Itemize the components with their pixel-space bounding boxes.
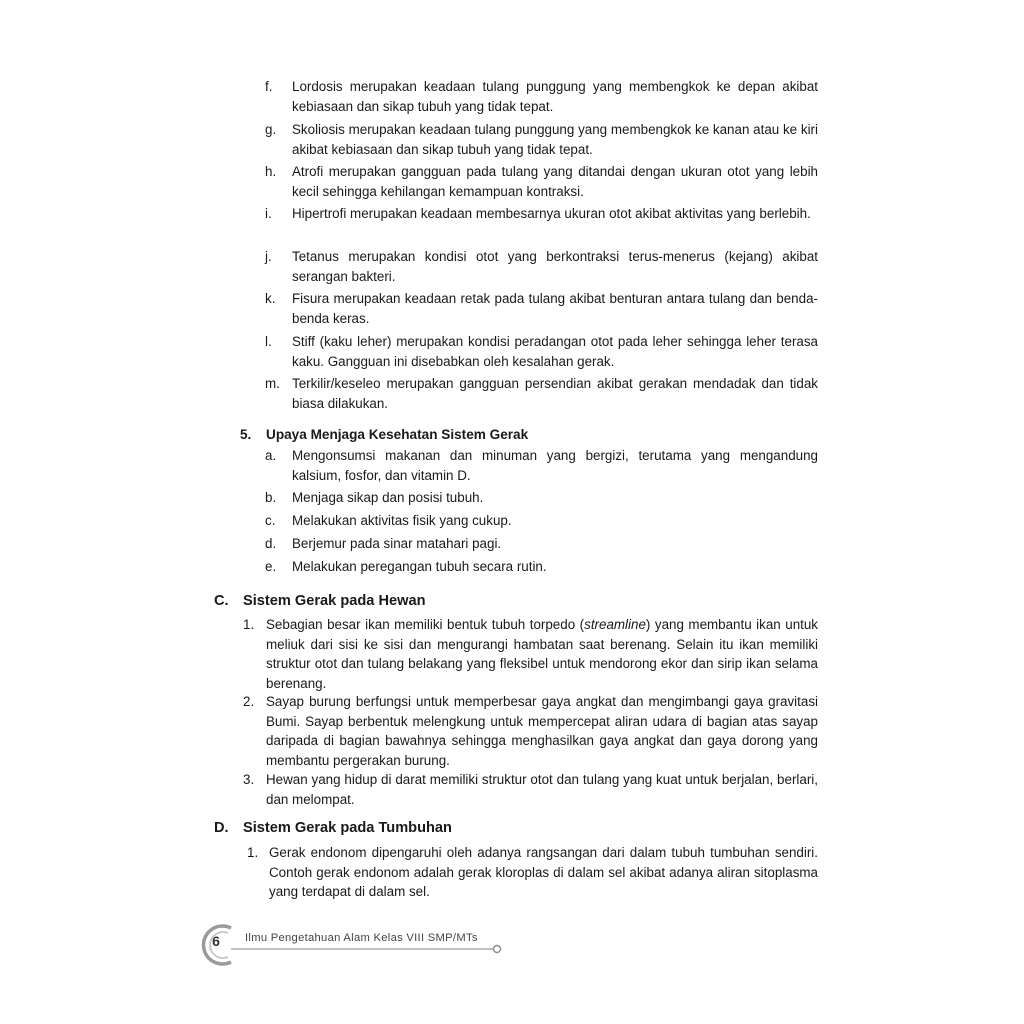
- list-marker: 1.: [247, 845, 259, 860]
- list-marker: 1.: [243, 617, 255, 632]
- list-marker: c.: [265, 513, 276, 528]
- section-title: Sistem Gerak pada Tumbuhan: [243, 820, 452, 836]
- list-text: Sebagian besar ikan memiliki bentuk tubuh torpedo (streamline) yang membantu ikan untuk meliuk dari sisi ke sisi dan mengurangi hambatan saat berenang. Selain itu ikan memiliki struktur otot dan tulang belakang yang fleksibel untuk mendorong ekor dan sirip ikan selama berenang.: [266, 617, 819, 691]
- list-text: Melakukan peregangan tubuh secara rutin.: [292, 559, 547, 574]
- list-text: Sayap burung berfungsi untuk memperbesar gaya angkat dan mengimbangi gaya gravitasi Bumi. Sayap berbentuk melengkung untuk mempercepat aliran udara di bagian atas sayap daripada di bagian bawahnya sehingga menghasilkan gaya angkat dan gaya dorong yang membantu pergerakan burung.: [266, 694, 818, 768]
- list-marker: f.: [265, 79, 273, 94]
- list-text: Tetanus merupakan kondisi otot yang berkontraksi terus-menerus (kejang) akibat serangan bakteri.: [292, 249, 818, 284]
- list-text: Lordosis merupakan keadaan tulang punggung yang membengkok ke depan akibat kebiasaan dan sikap tubuh yang tidak tepat.: [292, 79, 818, 114]
- section-letter: D.: [214, 820, 229, 836]
- list-marker: k.: [265, 291, 276, 306]
- footer-book-title: Ilmu Pengetahuan Alam Kelas VIII SMP/MTs: [245, 932, 478, 944]
- section-title: Sistem Gerak pada Hewan: [243, 593, 426, 609]
- list-text: Menjaga sikap dan posisi tubuh.: [292, 490, 484, 505]
- list-text: Gerak endonom dipengaruhi oleh adanya rangsangan dari dalam tubuh tumbuhan sendiri. Contoh gerak endonom adalah gerak kloroplas di dalam sel akibat adanya aliran sitoplasma yang terdapat di dalam sel.: [269, 845, 818, 900]
- list-marker: m.: [265, 376, 280, 391]
- page-number: 6: [212, 933, 220, 949]
- list-text: Atrofi merupakan gangguan pada tulang yang ditandai dengan ukuran otot yang lebih kecil sehingga kehilangan kemampuan kontraksi.: [292, 164, 818, 199]
- italic-term: streamline: [584, 617, 646, 632]
- list-text: Terkilir/keseleo merupakan gangguan persendian akibat gerakan mendadak dan tidak biasa dilakukan.: [292, 376, 818, 411]
- list-text: Mengonsumsi makanan dan minuman yang bergizi, terutama yang mengandung kalsium, fosfor, dan vitamin D.: [292, 448, 818, 483]
- section-letter: C.: [214, 593, 229, 609]
- list-text: Hipertrofi merupakan keadaan membesarnya ukuran otot akibat aktivitas yang berlebih.: [292, 206, 811, 221]
- subsection-title: Upaya Menjaga Kesehatan Sistem Gerak: [266, 427, 529, 442]
- list-marker: d.: [265, 536, 277, 551]
- list-marker: j.: [265, 249, 272, 264]
- list-marker: l.: [265, 334, 272, 349]
- subsection-number: 5.: [240, 427, 252, 442]
- list-text: Skoliosis merupakan keadaan tulang punggung yang membengkok ke kanan atau ke kiri akibat kebiasaan dan sikap tubuh yang tidak tepat.: [292, 122, 818, 157]
- list-marker: e.: [265, 559, 277, 574]
- list-marker: 3.: [243, 772, 255, 787]
- list-marker: h.: [265, 164, 277, 179]
- list-marker: 2.: [243, 694, 255, 709]
- list-text: Hewan yang hidup di darat memiliki struktur otot dan tulang yang kuat untuk berjalan, berlari, dan melompat.: [266, 772, 818, 807]
- list-text: Berjemur pada sinar matahari pagi.: [292, 536, 502, 551]
- list-text: Fisura merupakan keadaan retak pada tulang akibat benturan antara tulang dan benda-benda keras.: [292, 291, 818, 326]
- list-marker: b.: [265, 490, 277, 505]
- list-text: Melakukan aktivitas fisik yang cukup.: [292, 513, 512, 528]
- list-marker: i.: [265, 206, 272, 221]
- list-marker: g.: [265, 122, 277, 137]
- list-marker: a.: [265, 448, 277, 463]
- footer-graphic: [195, 920, 505, 970]
- list-text: Stiff (kaku leher) merupakan kondisi peradangan otot pada leher sehingga leher terasa kaku. Gangguan ini disebabkan oleh kesalahan gerak.: [292, 334, 818, 369]
